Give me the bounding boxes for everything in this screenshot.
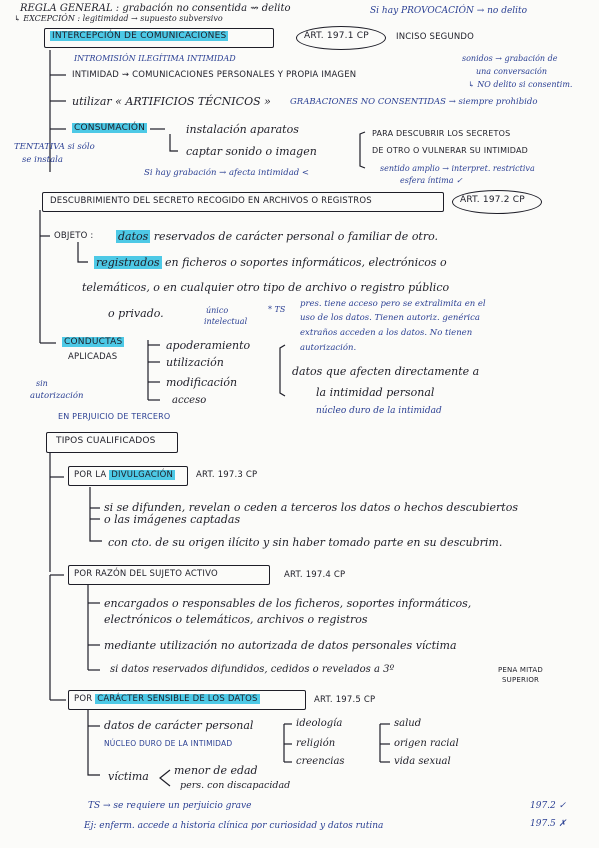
sonidos-note-1: sonidos → grabación de	[462, 54, 558, 63]
nucleo-duro-note: núcleo duro de la intimidad	[316, 406, 442, 416]
unico-note-2: intelectual	[204, 317, 248, 326]
datos-que-afecten: datos que afecten directamente a	[292, 365, 480, 378]
telematicos-line: telemáticos, o en cualquier otro tipo de archivo o registro público	[82, 281, 450, 294]
captar-sonido: captar sonido o imagen	[186, 145, 317, 158]
sujeto-activo-art: ART. 197.4 CP	[284, 570, 346, 580]
victima-label: víctima	[108, 770, 149, 783]
sonidos-note-2: una conversación	[476, 67, 548, 76]
sin-note: sin	[36, 379, 48, 388]
aplicadas-label: APLICADAS	[68, 352, 118, 362]
para-descubrir-1: PARA DESCUBRIR LOS SECRETOS	[372, 129, 511, 138]
si-hay-grabacion: Si hay grabación → afecta intimidad <	[144, 168, 310, 178]
verb-acceso: acceso	[172, 395, 207, 406]
salud: salud	[394, 718, 422, 729]
regla-general: REGLA GENERAL : grabación no consentida ⇝ delito	[20, 3, 291, 14]
intromision-note: INTROMISIÓN ILEGÍTIMA INTIMIDAD	[74, 54, 236, 63]
answer-197-5: 197.5 ✗	[530, 819, 567, 829]
registrados-line: registrados en ficheros o soportes informáticos, electrónicos o	[96, 256, 447, 269]
vida-sexual: vida sexual	[394, 756, 451, 767]
pers-discapacidad: pers. con discapacidad	[180, 780, 291, 791]
section-title-intercepcion: INTERCEPCIÓN DE COMUNICACIONES	[52, 31, 227, 41]
sujeto-item-3: mediante utilización no autorizada de datos personales víctima	[104, 639, 457, 652]
sujeto-item-2: electrónicos o telemáticos, archivos o registros	[104, 613, 368, 626]
sentido-amplio-1: sentido amplio → interpret. restrictiva	[380, 164, 535, 173]
answer-197-2: 197.2 ✓	[530, 801, 567, 811]
pres-note-3: extraños acceden a los datos. No tienen	[300, 328, 473, 338]
menor-edad: menor de edad	[174, 764, 258, 777]
ts-perjuicio-note: TS → se requiere un perjuicio grave	[88, 801, 252, 811]
objeto-datos-line: datos reservados de carácter personal o familiar de otro.	[118, 230, 439, 243]
caracter-sensible-title: POR CARÁCTER SENSIBLE DE LOS DATOS	[74, 694, 258, 704]
provocacion-note: Si hay PROVOCACIÓN → no delito	[370, 6, 528, 16]
privado-line: o privado.	[108, 307, 164, 320]
datos-caracter-personal: datos de carácter personal	[104, 719, 254, 732]
sonidos-note-3: ↳ NO delito si consentim.	[468, 80, 573, 89]
pres-note-1: pres. tiene acceso pero se extralimita en el	[300, 299, 486, 309]
origen-racial: origen racial	[394, 738, 459, 749]
sujeto-item-4: si datos reservados difundidos, cedidos o revelados a 3º	[110, 664, 395, 675]
excepcion-note: ↳ EXCEPCIÓN : legitimidad → supuesto subversivo	[14, 14, 223, 23]
pena-mitad: PENA MITAD	[498, 666, 543, 674]
verb-utilizacion: utilización	[166, 356, 224, 369]
divulgacion-item-2: o las imágenes captadas	[104, 513, 241, 526]
conductas-label: CONDUCTAS	[64, 337, 123, 347]
verb-apoderamiento: apoderamiento	[166, 339, 251, 352]
para-descubrir-2: DE OTRO O VULNERAR SU INTIMIDAD	[372, 146, 528, 155]
sentido-amplio-2: esfera íntima ✓	[400, 176, 463, 185]
religion: religión	[296, 738, 336, 749]
caracter-sensible-art: ART. 197.5 CP	[314, 695, 376, 705]
tentativa-note-1: TENTATIVA si sólo	[14, 142, 95, 152]
section-title-tipos: TIPOS CUALIFICADOS	[56, 436, 156, 446]
pena-superior: SUPERIOR	[502, 676, 540, 684]
tentativa-note-2: se instala	[22, 155, 63, 165]
section-title-descubrimiento: DESCUBRIMIENTO DEL SECRETO RECOGIDO EN ARCHIVOS O REGISTROS	[50, 196, 372, 206]
inciso-segundo: INCISO SEGUNDO	[396, 32, 475, 42]
article-ref: ART. 197.1 CP	[304, 31, 369, 41]
ejemplo-note: Ej: enferm. accede a historia clínica por curiosidad y datos rutina	[84, 821, 384, 831]
sujeto-activo-title: POR RAZÓN DEL SUJETO ACTIVO	[74, 569, 218, 579]
unico-note-1: único	[206, 306, 229, 315]
objeto-label: OBJETO :	[54, 231, 94, 241]
ts-note: * TS	[268, 305, 286, 314]
pres-note-2: uso de los datos. Tienen autoriz. genérica	[300, 313, 480, 323]
consumacion-label: CONSUMACIÓN	[74, 123, 146, 133]
instalacion-aparatos: instalación aparatos	[186, 123, 299, 136]
verb-modificacion: modificación	[166, 376, 238, 389]
article-ref-2: ART. 197.2 CP	[460, 195, 525, 205]
nucleo-duro-intimidad: NÚCLEO DURO DE LA INTIMIDAD	[104, 739, 233, 748]
grabaciones-note: GRABACIONES NO CONSENTIDAS → siempre prohibido	[290, 97, 538, 107]
creencias: creencias	[296, 756, 345, 767]
divulgacion-cto: con cto. de su origen ilícito y sin haber tomado parte en su descubrim.	[108, 536, 503, 549]
intimidad-line: INTIMIDAD ⇝ COMUNICACIONES PERSONALES Y PROPIA IMAGEN	[72, 70, 357, 80]
divulgacion-art: ART. 197.3 CP	[196, 470, 258, 480]
divulgacion-title: POR LA DIVULGACIÓN	[74, 470, 174, 480]
utilizar-artificios: utilizar « ARTIFICIOS TÉCNICOS »	[72, 95, 271, 108]
sujeto-item-1: encargados o responsables de los ficheros, soportes informáticos,	[104, 597, 472, 610]
autorizacion-note: autorización	[30, 391, 84, 401]
perjuicio-tercero: EN PERJUICIO DE TERCERO	[58, 412, 171, 421]
ideologia: ideología	[296, 718, 343, 729]
intimidad-personal: la intimidad personal	[316, 386, 435, 399]
pres-note-4: autorización.	[300, 343, 357, 353]
divulgacion-item-1: si se difunden, revelan o ceden a terceros los datos o hechos descubiertos	[104, 501, 518, 514]
